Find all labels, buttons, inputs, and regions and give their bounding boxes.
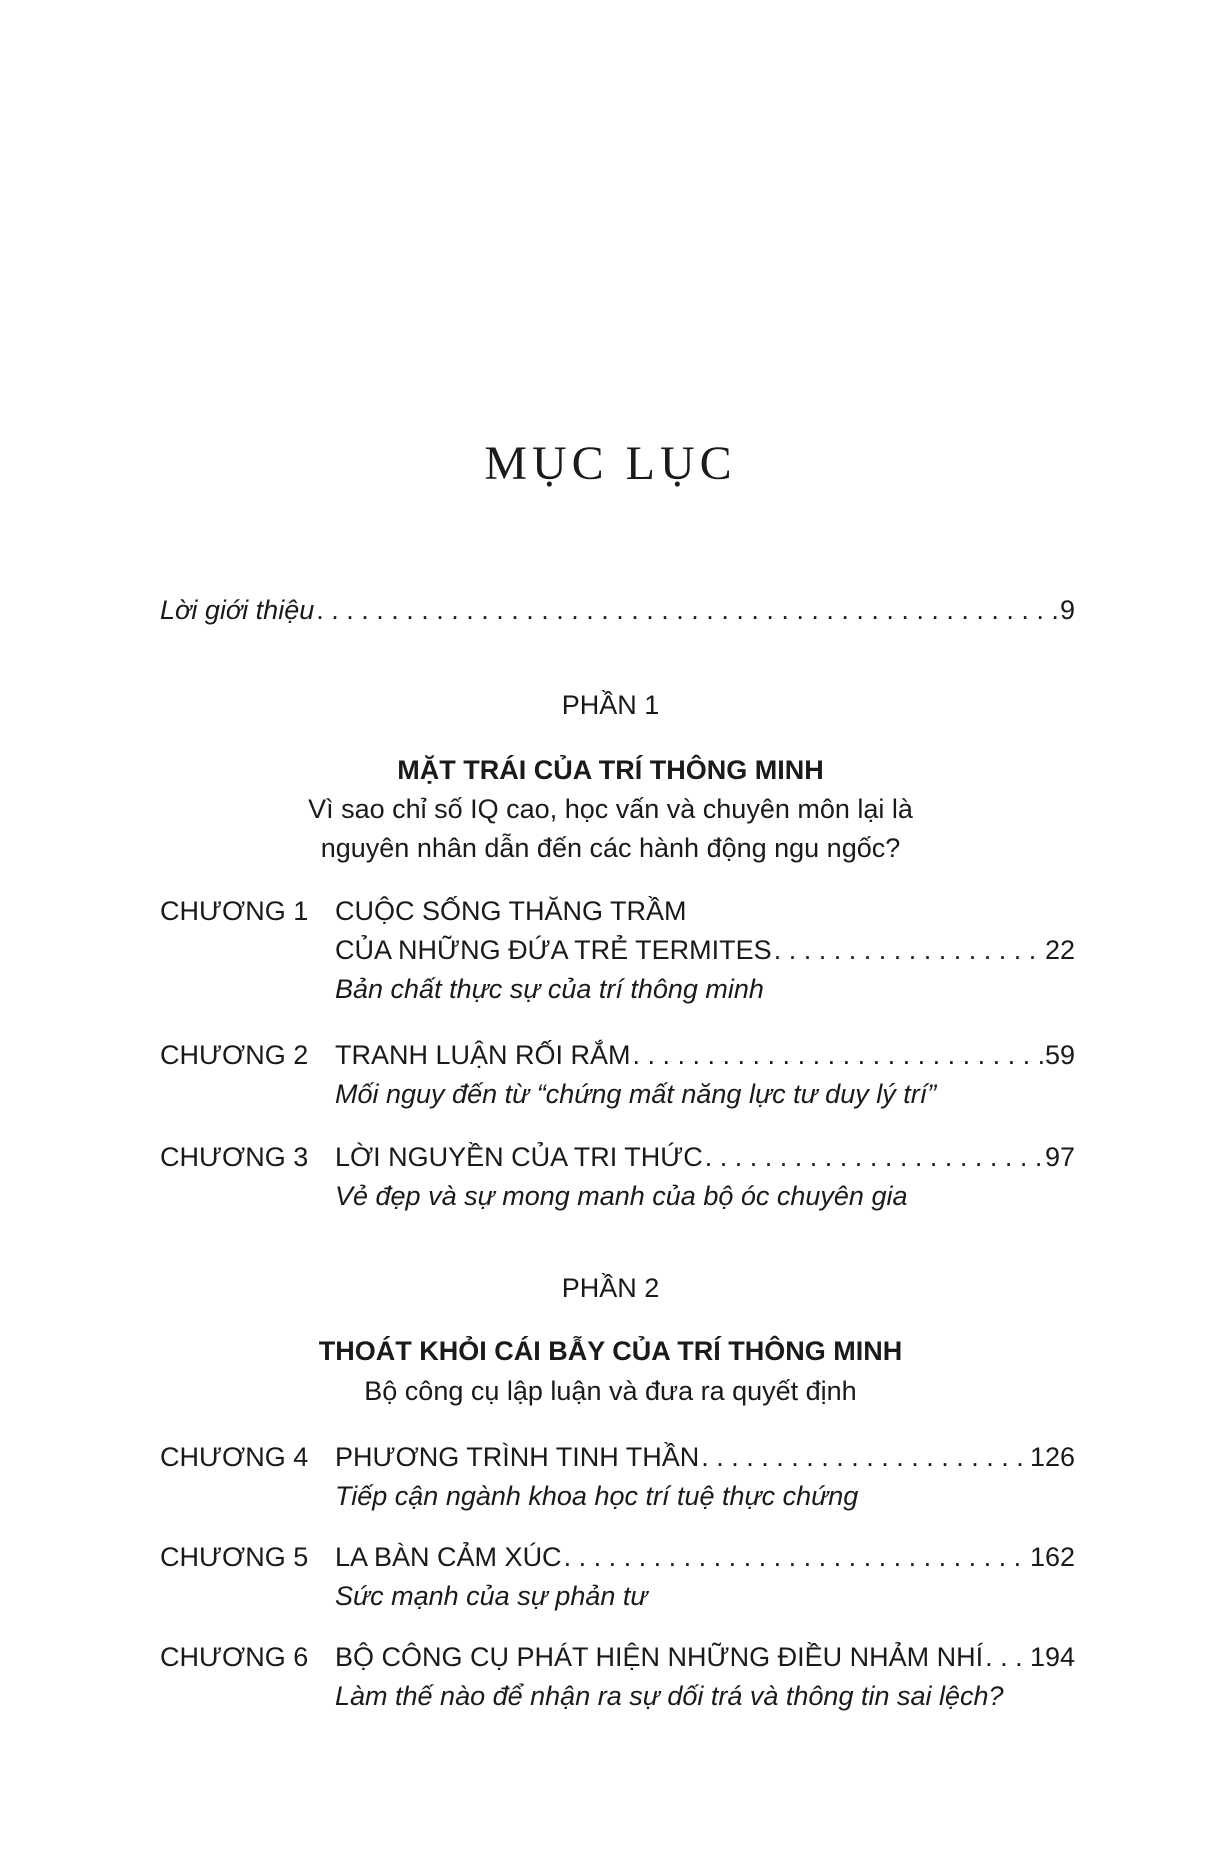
dot-leader bbox=[633, 1036, 1043, 1075]
dot-leader bbox=[985, 1638, 1028, 1677]
chapter-label: CHƯƠNG 4 bbox=[160, 1442, 309, 1472]
chapter-page-number: 59 bbox=[1044, 1040, 1075, 1070]
toc-entry-chapter-5[interactable] bbox=[160, 1538, 1075, 1616]
part-1-subtitle-line: Vì sao chỉ số IQ cao, học vấn và chuyên môn lại là bbox=[308, 794, 913, 824]
part-1-subtitle-line: nguyên nhân dẫn đến các hành động ngu ngốc? bbox=[320, 833, 901, 863]
chapter-subtitle: Vẻ đẹp và sự mong manh của bộ óc chuyên gia bbox=[335, 1181, 908, 1211]
chapter-page-number: 194 bbox=[1029, 1642, 1075, 1672]
chapter-subtitle: Mối nguy đến từ “chứng mất năng lực tư duy lý trí” bbox=[335, 1079, 937, 1109]
chapter-title: PHƯƠNG TRÌNH TINH THẦN bbox=[335, 1442, 700, 1472]
part-1-title: MẶT TRÁI CỦA TRÍ THÔNG MINH bbox=[397, 755, 824, 785]
part-1-subtitle bbox=[0, 790, 1221, 868]
part-2-title: THOÁT KHỎI CÁI BẪY CỦA TRÍ THÔNG MINH bbox=[318, 1336, 903, 1366]
toc-entry-chapter-2[interactable] bbox=[160, 1036, 1075, 1114]
chapter-page-number: 126 bbox=[1029, 1442, 1075, 1472]
dot-leader bbox=[701, 1438, 1028, 1477]
chapter-subtitle: Bản chất thực sự của trí thông minh bbox=[335, 974, 764, 1004]
chapter-label: CHƯƠNG 6 bbox=[160, 1642, 309, 1672]
dot-leader bbox=[705, 1138, 1043, 1177]
chapter-label: CHƯƠNG 2 bbox=[160, 1040, 309, 1070]
part-2-number: PHẦN 2 bbox=[561, 1273, 660, 1303]
toc-entry-intro[interactable] bbox=[160, 595, 1075, 626]
part-2-subtitle bbox=[0, 1372, 1221, 1411]
chapter-title: LA BÀN CẢM XÚC bbox=[335, 1542, 562, 1572]
chapter-subtitle: Làm thế nào để nhận ra sự dối trá và thông tin sai lệch? bbox=[335, 1681, 1004, 1711]
toc-entry-chapter-6[interactable] bbox=[160, 1638, 1075, 1716]
toc-entry-chapter-3[interactable] bbox=[160, 1138, 1075, 1216]
intro-label: Lời giới thiệu bbox=[160, 595, 315, 625]
toc-entry-chapter-4[interactable] bbox=[160, 1438, 1075, 1516]
chapter-page-number: 97 bbox=[1044, 1142, 1075, 1172]
chapter-subtitle: Tiếp cận ngành khoa học trí tuệ thực chứng bbox=[335, 1481, 859, 1511]
intro-page-number: 9 bbox=[1059, 595, 1075, 625]
chapter-label: CHƯƠNG 5 bbox=[160, 1542, 309, 1572]
chapter-subtitle: Sức mạnh của sự phản tư bbox=[335, 1581, 648, 1611]
chapter-title: CỦA NHỮNG ĐỨA TRẺ TERMITES bbox=[335, 935, 772, 965]
dot-leader bbox=[316, 595, 1058, 626]
chapter-page-number: 162 bbox=[1029, 1542, 1075, 1572]
chapter-title: LỜI NGUYỀN CỦA TRI THỨC bbox=[335, 1142, 703, 1172]
chapter-label: CHƯƠNG 3 bbox=[160, 1142, 309, 1172]
part-1-number: PHẦN 1 bbox=[561, 690, 660, 720]
dot-leader bbox=[564, 1538, 1028, 1577]
page-title: MỤC LỤC bbox=[484, 437, 737, 490]
toc-entry-chapter-1[interactable] bbox=[160, 892, 1075, 1009]
chapter-title: BỘ CÔNG CỤ PHÁT HIỆN NHỮNG ĐIỀU NHẢM NHÍ bbox=[335, 1642, 984, 1672]
chapter-page-number: 22 bbox=[1044, 935, 1075, 965]
chapter-label: CHƯƠNG 1 bbox=[160, 896, 309, 926]
dot-leader bbox=[774, 931, 1043, 970]
chapter-title: TRANH LUẬN RỐI RẮM bbox=[335, 1040, 631, 1070]
part-2-subtitle-line: Bộ công cụ lập luận và đưa ra quyết định bbox=[364, 1376, 857, 1406]
chapter-title: CUỘC SỐNG THĂNG TRẦM bbox=[335, 896, 687, 926]
